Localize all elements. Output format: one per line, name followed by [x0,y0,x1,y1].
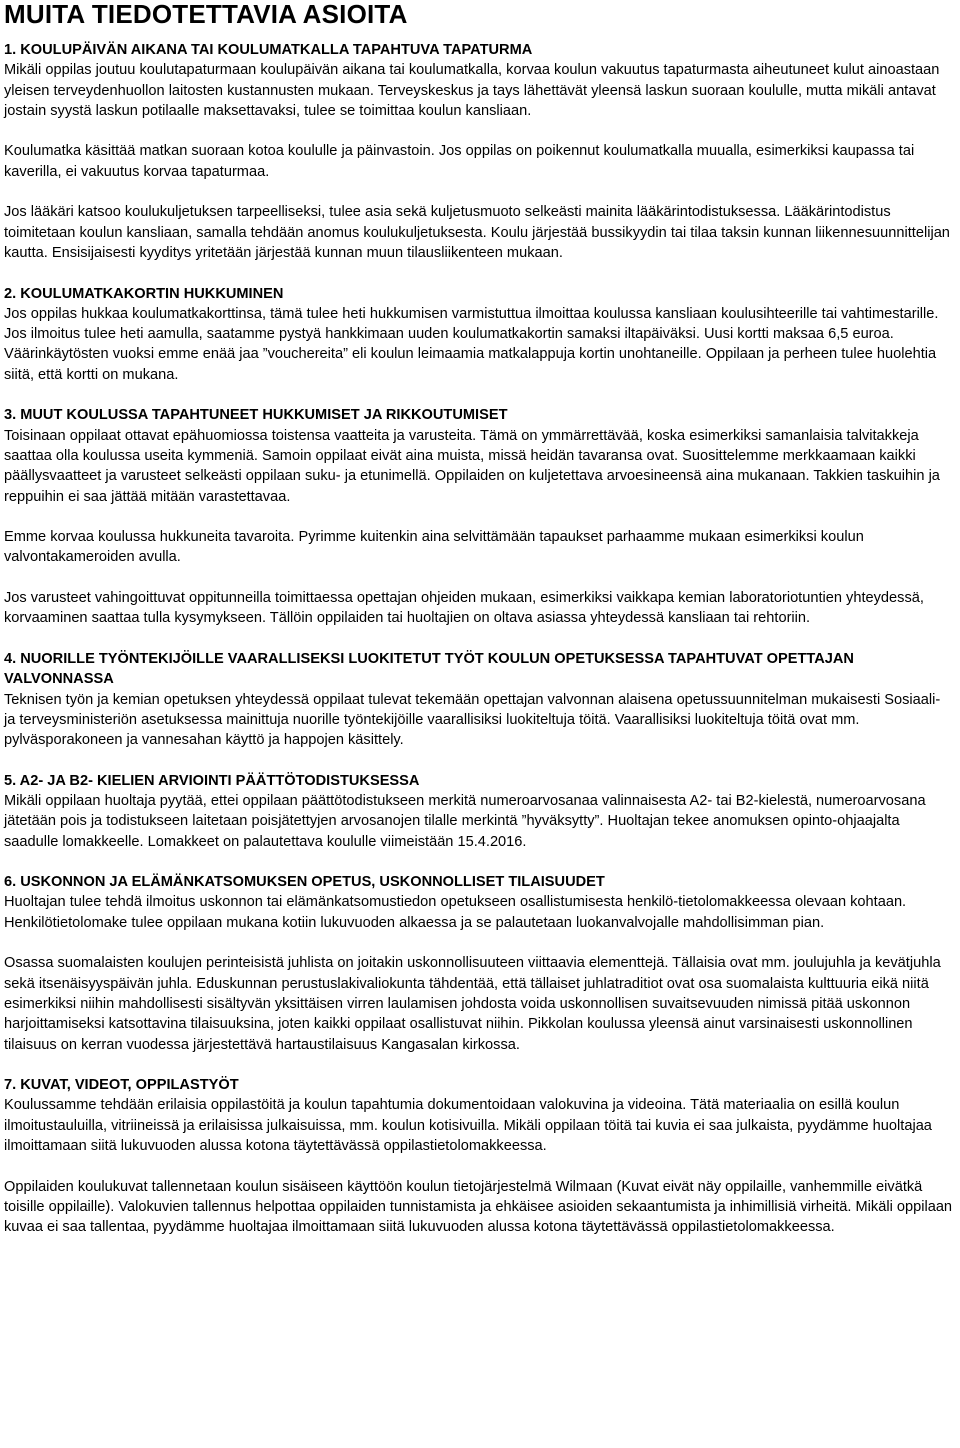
section-heading: 7. KUVAT, VIDEOT, OPPILASTYÖT [4,1077,239,1094]
spacer [4,385,954,405]
section-lost-items [4,405,954,628]
spacer [4,933,954,953]
paragraph: Jos lääkäri katsoo koulukuljetuksen tarpeelliseksi, tulee asia sekä kuljetusmuoto selkeästi mainita lääkärintodistuksessa. Lääkärintodistus toimitetaan koulun kansliaan, samalla tehdään anomus koulukuljetuksesta. Koulu järjestää bussikyydin tai tilaa taksin kunnan liikennesuunnittelijan kautta. Ensisijaisesti kyyditys yritetään järjestää kunnan muun tilausliikenteen mukaan. [4,204,950,261]
section-heading: 5. A2- JA B2- KIELIEN ARVIOINTI PÄÄTTÖTODISTUKSESSA [4,772,420,789]
spacer [4,263,954,283]
spacer [4,507,954,527]
section-heading: 4. NUORILLE TYÖNTEKIJÖILLE VAARALLISEKSI LUOKITETUT TYÖT KOULUN OPETUKSESSA TAPAHTUVAT OPETTAJAN VALVONNASSA [4,650,854,688]
section-heading: 2. KOULUMATKAKORTIN HUKKUMINEN [4,285,284,302]
paragraph: Oppilaiden koulukuvat tallennetaan koulun sisäiseen käyttöön koulun tietojärjestelmä Wilmaan (Kuvat eivät näy oppilaille, vanhemmille eivätkä toisille oppilaille). Valokuvien tallennus helpottaa oppilaiden tunnistamista ja ehkäisee asioiden sekaantumista ja inhimillisiä virheitä. Mikäli oppilaan kuvaa ei saa tallentaa, pyydämme huoltajaa ilmoittamaan siitä lukuvuoden alussa kotona täytettävässä oppilastietolomakkeessa. [4,1178,953,1236]
section-accident [4,40,954,263]
document-page [4,0,954,1238]
spacer [4,182,954,202]
paragraph: Jos varusteet vahingoittuvat oppitunneilla toimittaessa opettajan ohjeiden mukaan, esimerkiksi vaikkapa kemian laboratoriotuntien yhteydessä, korvaaminen saattaa tulla kysymykseen. Tällöin oppilaiden tai huoltajien on oltava asiassa yhteydessä kansliaan tai rehtoriin. [4,590,924,627]
spacer [4,629,954,649]
paragraph: Huoltajan tulee tehdä ilmoitus uskonnon tai elämänkatsomustiedon opetukseen osallistumisesta henkilö-tietolomakkeessa olevaan kohtaan. Henkilötietolomake tulee oppilaan mukana kotiin lukuvuoden alkaessa ja se palautetaan luokanvalvojalle mahdollisimman pian. [4,894,907,931]
spacer [4,852,954,872]
paragraph: Jos oppilas hukkaa koulumatkakorttinsa, tämä tulee heti hukkumisen varmistuttua ilmoittaa koulussa kansliaan koulusihteerille tai vahtimestarille. Jos ilmoitus tulee heti aamulla, saatamme pystyä hankkimaan uuden koulumatkakortin samaksi iltapäiväksi. Uusi kortti maksaa 6,5 euroa. Väärinkäytösten vuoksi emme enää jaa ”vouchereita” eli koulun leimaamia matkalappuja kortin unohtaneille. Oppilaan ja perheen tulee huolehtia siitä, että kortti on mukana. [4,305,939,383]
section-language-grading [4,771,954,852]
spacer [4,568,954,588]
page-title: MUITA TIEDOTETTAVIA ASIOITA [4,0,408,29]
paragraph: Mikäli oppilaan huoltaja pyytää, ettei oppilaan päättötodistukseen merkitä numeroarvosanaa valinnaisesta A2- tai B2-kielestä, numeroarvosana jätetään pois ja todistukseen laitetaan poisjätettyjen arvosanojen tilalle merkintä ”hyväksytty”. Huoltajan tekee anomuksen opinto-ohjaajalta saadulle lomakkeelle. Lomakkeet on palautettava koululle viimeistään 15.4.2016. [4,792,926,850]
spacer [4,28,954,40]
paragraph: Teknisen työn ja kemian opetuksen yhteydessä oppilaat tulevat tekemään opettajan valvonnan alaisena opetussuunnitelman mukaisesti Sosiaali- ja terveysministeriön asetuksessa mainittuja nuorille työntekijöille vaarallisiksi luokiteltuja töitä. Vaarallisiksi luokiteltuja töitä ovat mm. pylväsporakoneen ja vannesahan käyttö ja happojen käsittely. [4,691,941,749]
paragraph: Emme korvaa koulussa hukkuneita tavaroita. Pyrimme kuitenkin aina selvittämään tapaukset parhaamme mukaan esimerkiksi koulun valvontakameroiden avulla. [4,529,864,566]
spacer [4,750,954,770]
paragraph: Koulussamme tehdään erilaisia oppilastöitä ja koulun tapahtumia dokumentoidaan valokuvina ja videoina. Tätä materiaalia on esillä koulun ilmoitustauluilla, vitriineissä ja erilaisissa julkaisuissa, mm. koulun kotisivuilla. Mikäli oppilaan töitä tai kuvia ei saa julkaista, pyydämme huoltajaa ilmoittamaan siitä lukuvuoden alussa kotona täytettävässä oppilastietolomakkeessa. [4,1097,932,1155]
section-religion [4,872,954,1055]
paragraph: Koulumatka käsittää matkan suoraan kotoa koululle ja päinvastoin. Jos oppilas on poikennut koulumatkalla muualla, esimerkiksi kaupassa tai kaverilla, ei vakuutus korvaa tapaturmaa. [4,143,915,180]
paragraph: Mikäli oppilas joutuu koulutapaturmaan koulupäivän aikana tai koulumatkalla, korvaa koulun vakuutus tapaturmasta aiheutuneet kulut ainoastaan yleisen terveydenhuollon laitosten kustannusten mukaan. Terveyskeskus ja tays lähettävät yleensä laskun suoraan koululle, mutta mikäli antavat jostain syystä laskun potilaalle maksettavaksi, tulee se toimittaa koulun kansliaan. [4,62,940,119]
spacer [4,121,954,141]
paragraph: Toisinaan oppilaat ottavat epähuomiossa toistensa vaatteita ja varusteita. Tämä on ymmärrettävää, koska esimerkiksi samanlaisia talvitakkeja saattaa olla koulussa useita kymmeniä. Samoin oppilaat eivät aina muista, missä heidän tavaransa ovat. Suosittelemme merkkaamaan kaikki päällysvaatteet ja varusteet selkeästi oppilaan suku- ja etunimellä. Oppilaiden on kuljetettava arvoesineensä aina mukanaan. Takkien taskuihin ja reppuihin ei saa jättää mitään varastettavaa. [4,427,940,505]
section-photos-videos [4,1075,954,1237]
section-hazardous-work [4,649,954,750]
section-heading: 6. USKONNON JA ELÄMÄNKATSOMUKSEN OPETUS, USKONNOLLISET TILAISUUDET [4,874,605,891]
paragraph: Osassa suomalaisten koulujen perinteisistä juhlista on joitakin uskonnollisuuteen viittaavia elementtejä. Tällaisia ovat mm. joulujuhla ja kevätjuhla sekä itsenäisyyspäivän juhla. Eduskunnan perustuslakivaliokunta tähdentää, että tällaiset juhlatraditiot ovat osa suomalaista kulttuuria eikä niitä esimerkiksi niihin mahdollisesti sisältyvän yksittäisen virren laulamisen johdosta voida uskonnollisen suvaitsevuuden nimissä pitää uskonnon harjoittamiseksi katsottavina tilaisuuksina, joten kaikki oppilaat osallistuvat niihin. Pikkolan koulussa yleensä ainut varsinaisesti uskonnollinen tilaisuus on kerran vuodessa järjestettävä hartaustilaisuus Kangasalan kirkossa. [4,955,941,1053]
section-heading: 1. KOULUPÄIVÄN AIKANA TAI KOULUMATKALLA TAPAHTUVA TAPATURMA [4,42,533,58]
spacer [4,1055,954,1075]
section-heading: 3. MUUT KOULUSSA TAPAHTUNEET HUKKUMISET JA RIKKOUTUMISET [4,407,508,424]
spacer [4,1156,954,1176]
section-travel-card [4,284,954,385]
